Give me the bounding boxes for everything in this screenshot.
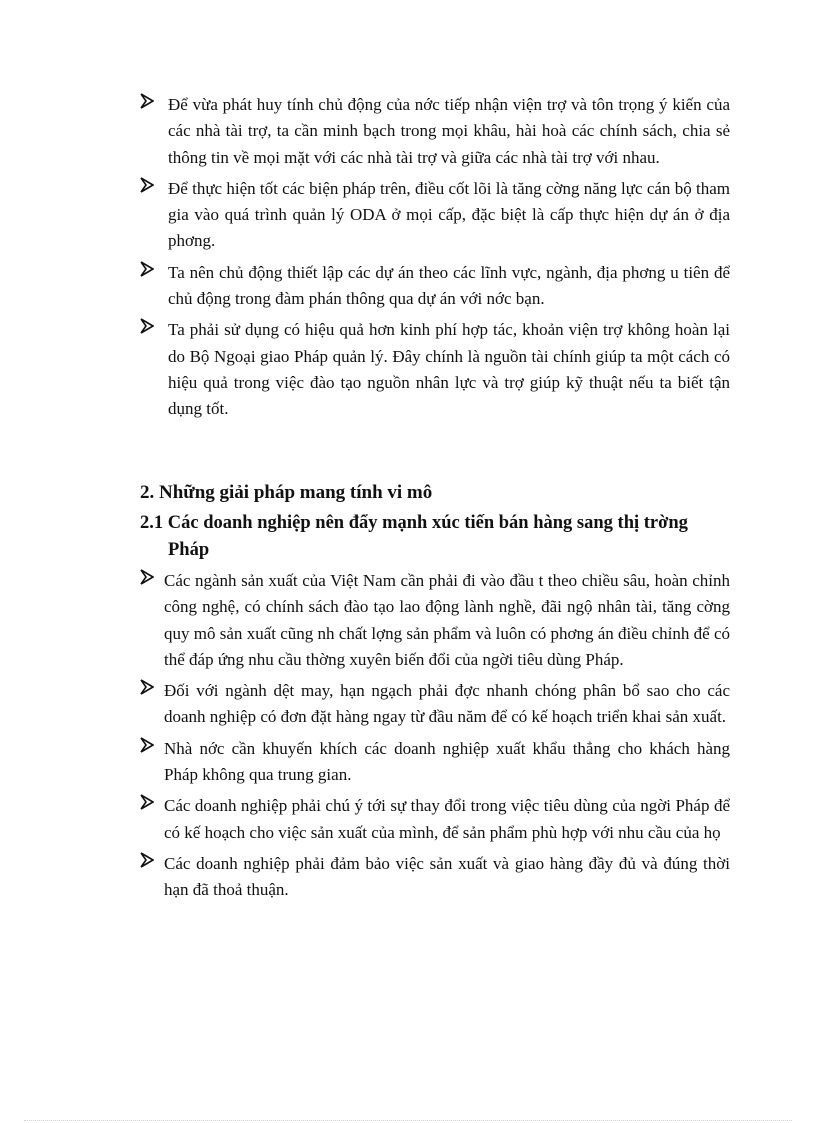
list-item	[140, 568, 730, 673]
arrow-bullet-icon	[140, 679, 154, 695]
bullet-text: Các doanh nghiệp phải đảm bảo việc sản xuất và giao hàng đầy đủ và đúng thời hạn đã thoả thuận.	[164, 853, 730, 900]
subsection-heading	[140, 510, 740, 564]
bullet-text: Các doanh nghiệp phải chú ý tới sự thay đổi trong việc tiêu dùng của ngời Pháp để có kế hoạch cho việc sản xuất của mình, để sản phẩm phù hợp với nhu cầu của họ	[164, 796, 730, 842]
arrow-bullet-icon	[140, 177, 154, 193]
bullet-text: Để thực hiện tốt các biện pháp trên, điều cốt lõi là tăng cờng năng lực cán bộ tham gia vào quá trình quản lý ODA ở mọi cấp, đặc biệt là cấp thực hiện dự án ở địa phơng.	[168, 178, 730, 251]
section1-bullet-list	[140, 92, 730, 428]
arrow-bullet-icon	[140, 737, 154, 753]
section-heading: 2. Những giải pháp mang tính vi mô	[140, 482, 433, 503]
bullet-text: Ta phải sử dụng có hiệu quả hơn kinh phí hợp tác, khoản viện trợ không hoàn lại do Bộ Ngoại giao Pháp quản lý. Đây chính là nguồn tài chính giúp ta một cách có hiệu quả trong việc đào tạo nguồn nhân lực và trợ giúp kỹ thuật nếu ta biết tận dụng tốt.	[168, 320, 730, 419]
arrow-bullet-icon	[140, 852, 154, 868]
page-bottom-divider	[24, 1120, 792, 1121]
subsection-heading-line2: Pháp	[168, 540, 210, 560]
bullet-text: Đối với ngành dệt may, hạn ngạch phải đợc nhanh chóng phân bổ sao cho các doanh nghiệp có đơn đặt hàng ngay từ đầu năm để có kế hoạch triển khai sản xuất.	[164, 681, 730, 727]
list-item	[140, 260, 730, 313]
section2-bullet-list	[140, 568, 730, 909]
list-item	[140, 851, 730, 904]
arrow-bullet-icon	[140, 318, 154, 334]
list-item	[140, 92, 730, 171]
list-item	[140, 317, 730, 422]
list-item	[140, 678, 730, 731]
arrow-bullet-icon	[140, 93, 154, 109]
bullet-text: Ta nên chủ động thiết lập các dự án theo các lĩnh vực, ngành, địa phơng u tiên để chủ động trong đàm phán thông qua dự án với nớc bạn.	[168, 262, 730, 309]
bullet-text: Nhà nớc cần khuyến khích các doanh nghiệp xuất khẩu thẳng cho khách hàng Pháp không qua trung gian.	[164, 738, 730, 785]
bullet-text: Các ngành sản xuất của Việt Nam cần phải đi vào đầu t theo chiều sâu, hoàn chỉnh công nghệ, có chính sách đào tạo lao động lành nghề, đãi ngộ nhân tài, tăng cờng quy mô sản xuất cũng nh chất lợng sản phẩm và luôn có phơng án điều chỉnh để có thể đáp ứng nhu cầu thờng xuyên biến đổi của ngời tiêu dùng Pháp.	[164, 571, 730, 669]
list-item	[140, 176, 730, 255]
subsection-heading-line1: 2.1 Các doanh nghiệp nên đẩy mạnh xúc tiến bán hàng sang thị trờng	[140, 513, 688, 533]
list-item	[140, 736, 730, 789]
list-item	[140, 793, 730, 846]
arrow-bullet-icon	[140, 794, 154, 810]
arrow-bullet-icon	[140, 569, 154, 585]
arrow-bullet-icon	[140, 261, 154, 277]
bullet-text: Để vừa phát huy tính chủ động của nớc tiếp nhận viện trợ và tôn trọng ý kiến của các nhà tài trợ, ta cần minh bạch trong mọi khâu, hài hoà các chính sách, chia sẻ thông tin về mọi mặt với các nhà tài trợ và giữa các nhà tài trợ với nhau.	[168, 95, 730, 167]
